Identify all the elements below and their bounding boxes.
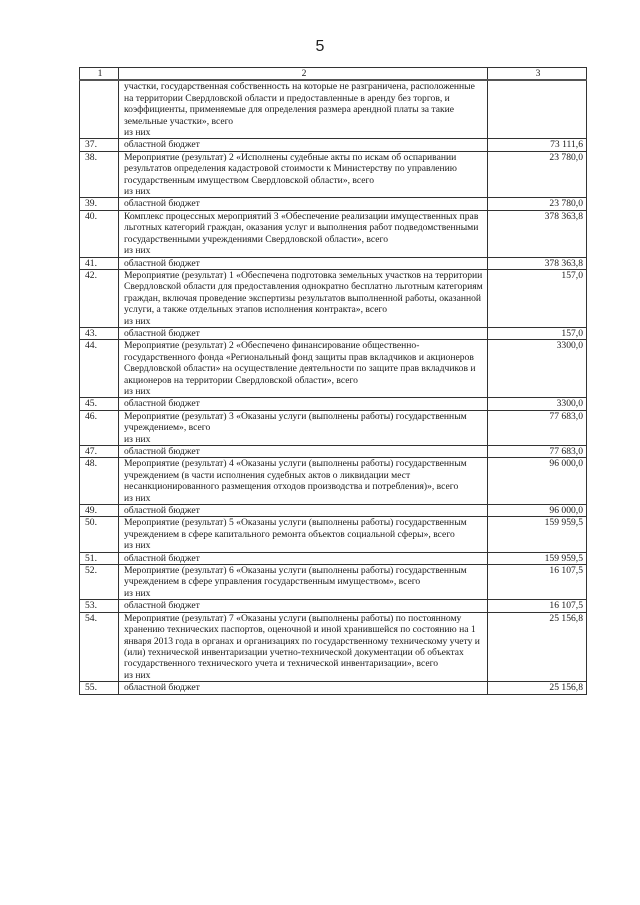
table-row xyxy=(80,210,587,257)
row-number: 44. xyxy=(80,340,119,398)
row-description xyxy=(119,210,488,257)
row-number: 48. xyxy=(80,458,119,505)
description-text: Мероприятие (результат) 2 «Обеспечено финансирование общественно-государственного фонда «Региональный фонд защиты прав вкладчиков и акционеров Свердловской области» на осуществление деятельности по защите прав вкладчиков и акционеров на территории Свердловской области», всего xyxy=(124,340,478,386)
row-value: 3300,0 xyxy=(488,398,587,410)
sub-label: из них xyxy=(124,587,151,599)
row-value: 25 156,8 xyxy=(488,682,587,694)
row-description xyxy=(119,565,488,600)
row-description xyxy=(119,340,488,398)
table-row xyxy=(80,410,587,445)
row-number: 39. xyxy=(80,198,119,210)
row-number: 54. xyxy=(80,612,119,681)
row-description: областной бюджет xyxy=(119,198,488,210)
row-value: 378 363,8 xyxy=(488,210,587,257)
sub-label: из них xyxy=(124,669,151,681)
row-number: 49. xyxy=(80,505,119,517)
description-text: Мероприятие (результат) 7 «Оказаны услуги (выполнены работы) по постоянному хранению технических паспортов, оценочной и иной хранившейся по состоянию на 1 января 2013 года в органах и организациях по государственному техническому учету и (или) технической инвентаризации учетно-технической документации об объектах государственного технического учета и технической инвентаризации», всего xyxy=(124,612,483,670)
row-description: областной бюджет xyxy=(119,327,488,339)
sub-label: из них xyxy=(124,385,151,397)
row-value: 77 683,0 xyxy=(488,446,587,458)
row-value: 73 111,6 xyxy=(488,139,587,151)
row-number: 42. xyxy=(80,269,119,327)
row-value: 96 000,0 xyxy=(488,458,587,505)
table-row xyxy=(80,327,587,339)
table-row xyxy=(80,458,587,505)
table-row xyxy=(80,139,587,151)
table-row xyxy=(80,682,587,694)
row-value: 159 959,5 xyxy=(488,552,587,564)
row-number: 50. xyxy=(80,517,119,552)
row-description: областной бюджет xyxy=(119,505,488,517)
sub-label: из них xyxy=(124,127,151,139)
row-description xyxy=(119,517,488,552)
row-value: 25 156,8 xyxy=(488,612,587,681)
row-description xyxy=(119,612,488,681)
description-text: Мероприятие (результат) 5 «Оказаны услуги (выполнены работы) государственным учреждением в сфере капитального ремонта объектов социальной сферы», всего xyxy=(124,517,470,540)
sub-label: из них xyxy=(124,433,151,445)
description-text: участки, государственная собственность на которые не разграничена, расположенные на территории Свердловской области и предоставленные в аренду без торгов, и коэффициенты, применяемые для определения размера арендной платы за такие земельные участки», всего xyxy=(124,81,478,127)
column-header-2: 2 xyxy=(119,68,488,81)
description-text: Мероприятие (результат) 4 «Оказаны услуги (выполнены работы) государственным учреждением (в части исполнения судебных актов о ликвидации мест несанкционированного размещения отходов производства и потребления)», всего xyxy=(124,458,470,493)
row-number: 41. xyxy=(80,257,119,269)
row-description: областной бюджет xyxy=(119,446,488,458)
description-text: Мероприятие (результат) 6 «Оказаны услуги (выполнены работы) государственным учреждением в сфере управления государственным имуществом», всего xyxy=(124,565,470,588)
table-row xyxy=(80,151,587,198)
row-value xyxy=(488,80,587,139)
sub-label: из них xyxy=(124,245,151,257)
description-text: Мероприятие (результат) 3 «Оказаны услуги (выполнены работы) государственным учреждением», всего xyxy=(124,410,470,434)
table-row xyxy=(80,340,587,398)
row-number: 46. xyxy=(80,410,119,445)
table-header-row xyxy=(80,68,587,81)
row-value: 157,0 xyxy=(488,327,587,339)
row-number: 37. xyxy=(80,139,119,151)
table-row xyxy=(80,80,587,139)
row-number: 40. xyxy=(80,210,119,257)
table-row xyxy=(80,517,587,552)
row-value: 157,0 xyxy=(488,269,587,327)
table-row xyxy=(80,505,587,517)
row-description: областной бюджет xyxy=(119,600,488,612)
row-value: 77 683,0 xyxy=(488,410,587,445)
row-number: 53. xyxy=(80,600,119,612)
sub-label: из них xyxy=(124,315,151,327)
table-row xyxy=(80,446,587,458)
sub-label: из них xyxy=(124,540,151,552)
row-value: 159 959,5 xyxy=(488,517,587,552)
row-number: 47. xyxy=(80,446,119,458)
row-number: 55. xyxy=(80,682,119,694)
table-row xyxy=(80,600,587,612)
row-number: 43. xyxy=(80,327,119,339)
table-row xyxy=(80,552,587,564)
description-text: Комплекс процессных мероприятий 3 «Обеспечение реализации имущественных прав льготных категорий граждан, оказания услуг и выполнения работ подведомственными государственными учреждениями Свердловской области», всего xyxy=(124,210,481,245)
row-description xyxy=(119,458,488,505)
column-header-3: 3 xyxy=(488,68,587,81)
table-row xyxy=(80,565,587,600)
row-description xyxy=(119,151,488,198)
row-description: областной бюджет xyxy=(119,398,488,410)
sub-label: из них xyxy=(124,492,151,504)
description-text: Мероприятие (результат) 2 «Исполнены судебные акты по искам об оспаривании результатов определения кадастровой стоимости к Министерству по управлению государственным имуществом Свердловской области», всего xyxy=(124,151,460,186)
row-number: 51. xyxy=(80,552,119,564)
row-value: 3300,0 xyxy=(488,340,587,398)
table-row xyxy=(80,269,587,327)
row-description: областной бюджет xyxy=(119,682,488,694)
table-row xyxy=(80,398,587,410)
row-description: областной бюджет xyxy=(119,257,488,269)
sub-label: из них xyxy=(124,186,151,198)
row-value: 16 107,5 xyxy=(488,565,587,600)
row-value: 96 000,0 xyxy=(488,505,587,517)
row-description xyxy=(119,80,488,139)
row-value: 23 780,0 xyxy=(488,151,587,198)
row-value: 23 780,0 xyxy=(488,198,587,210)
row-description xyxy=(119,269,488,327)
row-number: 45. xyxy=(80,398,119,410)
table-row xyxy=(80,612,587,681)
row-description: областной бюджет xyxy=(119,139,488,151)
budget-table xyxy=(79,67,587,695)
row-number: 38. xyxy=(80,151,119,198)
page-number: 5 xyxy=(315,38,325,55)
row-value: 378 363,8 xyxy=(488,257,587,269)
table-row xyxy=(80,257,587,269)
column-header-1: 1 xyxy=(80,68,119,81)
row-description: областной бюджет xyxy=(119,552,488,564)
row-description xyxy=(119,410,488,445)
table-row xyxy=(80,198,587,210)
row-number xyxy=(80,80,119,139)
row-value: 16 107,5 xyxy=(488,600,587,612)
row-number: 52. xyxy=(80,565,119,600)
description-text: Мероприятие (результат) 1 «Обеспечена подготовка земельных участков на территории Свердловской области для предоставления однократно бесплатно льготным категориям граждан, включая проведение экспертизы результатов выполненной работы, оказанной услуги, а также отдельных этапов исполнения контракта», всего xyxy=(124,269,486,316)
